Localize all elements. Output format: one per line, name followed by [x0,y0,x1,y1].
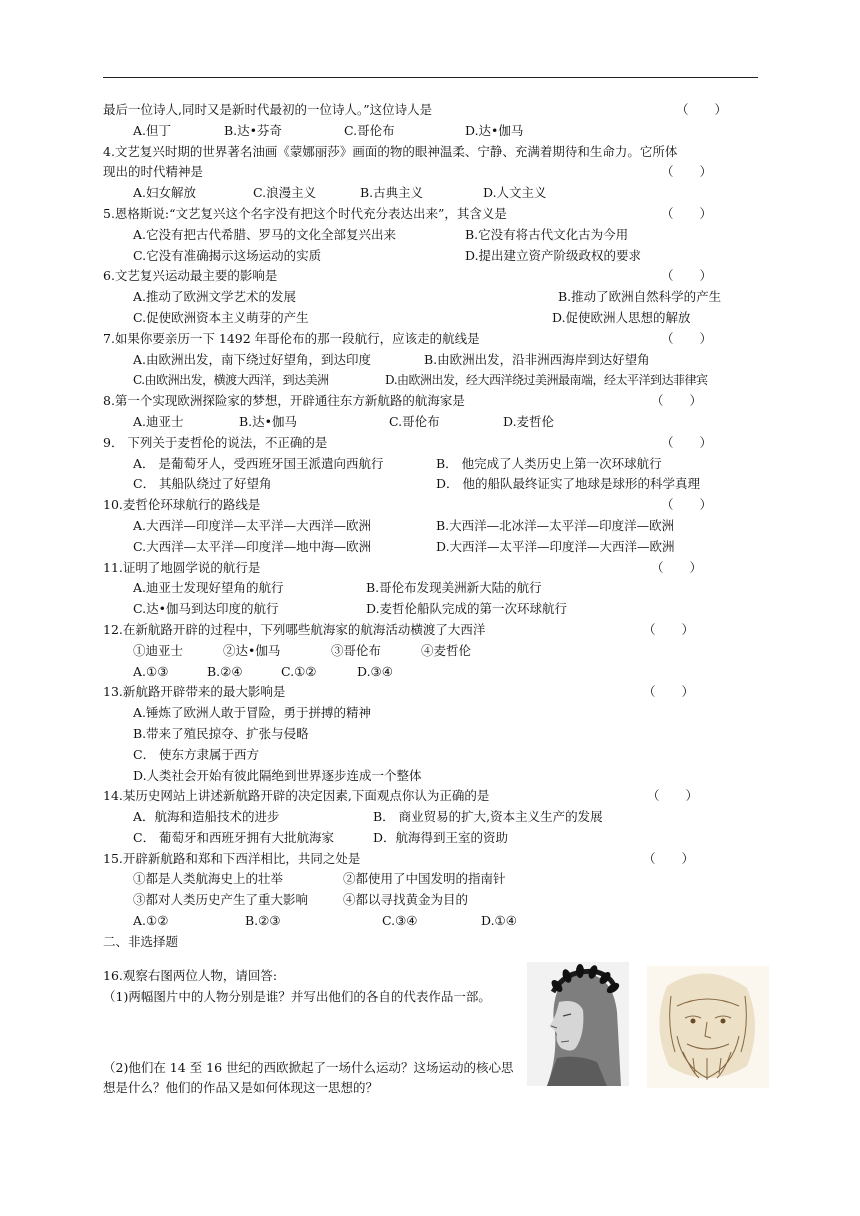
option[interactable]: A.迪亚士 [133,413,184,429]
option[interactable]: D.促使欧洲人思想的解放 [552,309,691,325]
q10-text: 10.麦哲伦环球航行的路线是 [103,497,261,513]
q10-options-row1 [103,516,758,537]
answer-blank[interactable] [661,495,712,516]
option[interactable]: D.③④ [357,663,393,679]
dante-portrait [527,962,629,1086]
q12-options [103,662,758,683]
header-rule [103,77,758,78]
option[interactable]: A.但丁 [133,122,172,138]
answer-blank[interactable] [643,620,694,641]
q15-stem [103,849,758,870]
item: ②达•伽马 [223,642,281,658]
option[interactable]: A.妇女解放 [133,185,197,201]
answer-blank[interactable] [643,682,694,703]
option[interactable]: B． 商业贸易的扩大,资本主义生产的发展 [373,809,603,825]
option[interactable]: C． 使东方隶属于西方 [133,746,260,762]
option[interactable]: D.麦哲伦 [503,413,555,429]
q14-stem [103,786,758,807]
q6-options-row1 [103,287,758,308]
q9-text: 9． 下列关于麦哲伦的说法，不正确的是 [103,434,328,450]
option[interactable]: D.由欧洲出发，经大西洋绕过美洲最南端，经太平洋到达菲律宾 [385,373,708,388]
option[interactable]: A.推动了欧洲文学艺术的发展 [133,289,297,305]
option[interactable]: C.浪漫主义 [253,185,317,201]
q16-text: 16.观察右图两位人物，请回答: [103,968,278,983]
q16-sub1: （1)两幅图片中的人物分别是谁？并写出他们的各自的代表作品一部。 [103,988,491,1004]
q13-option-d[interactable] [103,766,758,787]
q13-text: 13.新航路开辟带来的最大影响是 [103,684,286,700]
option[interactable]: B． 他完成了人类历史上第一次环球航行 [436,455,662,471]
option[interactable]: D.人文主义 [483,185,547,201]
option[interactable]: B.由欧洲出发，沿非洲西海岸到达好望角 [424,351,650,367]
option[interactable]: C． 葡萄牙和西班牙拥有大批航海家 [133,829,335,845]
option[interactable]: C.由欧洲出发，横渡大西洋，到达美洲 [133,373,329,388]
q4-text-1: 4.文艺复兴时期的世界著名油画《蒙娜丽莎》画面的物的眼神温柔、宁静、充满着期待和生命力。它所体 [103,143,678,159]
option[interactable]: D.大西洋—太平洋—印度洋—大西洋—欧洲 [436,538,675,554]
item: ②都使用了中国发明的指南针 [343,871,506,887]
option[interactable]: B.达•芬奇 [224,122,283,138]
q13-option-c[interactable] [103,745,758,766]
q12-stem [103,620,758,641]
option[interactable]: C.哥伦布 [344,122,395,138]
q10-options-row2 [103,537,758,558]
option[interactable]: B.推动了欧洲自然科学的产生 [558,289,722,305]
q7-options-row2 [103,370,758,391]
answer-blank[interactable] [651,558,702,579]
option[interactable]: C.③④ [382,913,418,929]
q3-text: 最后一位诗人,同时又是新时代最初的一位诗人。”这位诗人是 [103,102,433,117]
item: ④都以寻找黄金为目的 [343,892,469,908]
option[interactable]: D.达•伽马 [465,122,524,138]
option[interactable]: B.它没有将古代文化古为今用 [465,226,629,242]
option[interactable]: A.迪亚士发现好望角的航行 [133,580,284,596]
option[interactable]: B.达•伽马 [239,413,298,429]
q13-option-b[interactable] [103,724,758,745]
q15-items-row2 [103,890,758,911]
item: ①都是人类航海史上的壮举 [133,871,284,887]
option[interactable]: C.①② [281,663,317,679]
q9-stem [103,433,758,454]
portrait-images [527,962,777,1092]
option[interactable]: A.大西洋—印度洋—太平洋—大西洋—欧洲 [133,517,372,533]
answer-blank[interactable] [651,391,702,412]
q16-block [103,966,523,1099]
option[interactable]: C． 其船队绕过了好望角 [133,476,272,492]
q9-options-row1 [103,454,758,475]
answer-blank[interactable] [661,433,712,454]
q7-stem [103,329,758,350]
q12-items [103,641,758,662]
option[interactable]: B.带来了殖民掠夺、扩张与侵略 [133,725,309,741]
q9-options-row2 [103,474,758,495]
q4-text-2: 现出的时代精神是 [103,164,204,180]
option[interactable]: A.它没有把古代希腊、罗马的文化全部复兴出来 [133,226,397,242]
option[interactable]: A.①③ [133,663,169,679]
q13-stem [103,682,758,703]
option[interactable]: D.麦哲伦船队完成的第一次环球航行 [366,601,568,617]
option[interactable]: D.人类社会开始有彼此隔绝到世界逐步连成一个整体 [133,767,422,783]
q15-options [103,911,758,932]
q7-text: 7.如果你要亲历一下 1492 年哥伦布的那一段航行，应该走的航线是 [103,330,480,346]
q4-stem-line2 [103,162,758,183]
section-title: 二、非选择题 [103,933,179,949]
option[interactable]: B.②③ [245,913,281,929]
q14-options-row2 [103,828,758,849]
q13-option-a[interactable] [103,703,758,724]
q12-text: 12.在新航路开辟的过程中，下列哪些航海家的航海活动横渡了大西洋 [103,621,486,637]
option[interactable]: D． 他的船队最终证实了地球是球形的科学真理 [436,476,700,492]
q14-options-row1 [103,807,758,828]
item: ③哥伦布 [331,642,382,658]
q4-stem-line1 [103,142,758,163]
leonardo-portrait [647,966,769,1088]
option[interactable]: C.达•伽马到达印度的航行 [133,601,279,617]
option[interactable]: C.它没有准确揭示这场运动的实质 [133,247,322,263]
q5-stem [103,204,758,225]
answer-blank[interactable] [661,329,712,350]
option[interactable]: B.大西洋—北冰洋—太平洋—印度洋—欧洲 [436,517,675,533]
item: ④麦哲伦 [421,642,472,658]
q7-options-row1 [103,350,758,371]
q3-stem [103,100,758,121]
q8-options [103,412,758,433]
q14-text: 14.某历史网站上讲述新航路开辟的决定因素,下面观点你认为正确的是 [103,788,490,804]
q6-options-row2 [103,308,758,329]
q4-options [103,183,758,204]
item: ①迪亚士 [133,642,184,658]
q5-text: 5.恩格斯说:“文艺复兴这个名字没有把这个时代充分表达出来”，其含义是 [103,205,507,221]
q11-options-row2 [103,599,758,620]
q15-items-row1 [103,869,758,890]
option[interactable]: D.提出建立资产阶级政权的要求 [465,247,642,263]
q15-text: 15.开辟新航路和郑和下西洋相比，共同之处是 [103,850,361,866]
item: ③都对人类历史产生了重大影响 [133,892,309,908]
q6-text: 6.文艺复兴运动最主要的影响是 [103,268,278,284]
q11-stem [103,558,758,579]
option[interactable]: B.古典主义 [360,185,424,201]
answer-blank[interactable] [643,849,694,870]
option[interactable]: B.②④ [207,663,243,679]
option[interactable]: C.哥伦布 [389,413,440,429]
q6-stem [103,266,758,287]
option[interactable]: C.大西洋—太平洋—印度洋—地中海—欧洲 [133,538,372,554]
answer-blank[interactable] [661,266,712,287]
option[interactable]: A.锤炼了欧洲人敢于冒险，勇于拼搏的精神 [133,705,372,721]
q16-sub2: （2)他们在 14 至 16 世纪的西欧掀起了一场什么运动？这场运动的核心思想是什么？他们的作品又是如何体现这一思想的？ [103,1059,514,1096]
answer-blank[interactable] [661,162,712,183]
option[interactable]: D．航海得到王室的资助 [373,829,509,845]
option[interactable]: B.哥伦布发现美洲新大陆的航行 [366,580,542,596]
q3-options [103,121,758,142]
question-list [103,100,758,953]
answer-blank[interactable] [661,204,712,225]
q5-options-row1 [103,225,758,246]
q10-stem [103,495,758,516]
q11-options-row1 [103,578,758,599]
answer-blank[interactable] [647,786,698,807]
option[interactable]: A． 是葡萄牙人，受西班牙国王派遣向西航行 [133,455,384,471]
q11-text: 11.证明了地圆学说的航行是 [103,559,261,575]
option[interactable]: A.①② [133,913,169,929]
q5-options-row2 [103,246,758,267]
answer-blank[interactable] [676,100,727,121]
option[interactable]: A．航海和造船技术的进步 [133,809,280,825]
q8-text: 8.第一个实现欧洲探险家的梦想，开辟通往东方新航路的航海家是 [103,393,465,409]
option[interactable]: D.①④ [481,913,517,929]
option[interactable]: A.由欧洲出发，南下绕过好望角，到达印度 [133,351,372,367]
option[interactable]: C.促使欧洲资本主义萌芽的产生 [133,309,309,325]
q8-stem [103,391,758,412]
section-heading [103,932,758,953]
